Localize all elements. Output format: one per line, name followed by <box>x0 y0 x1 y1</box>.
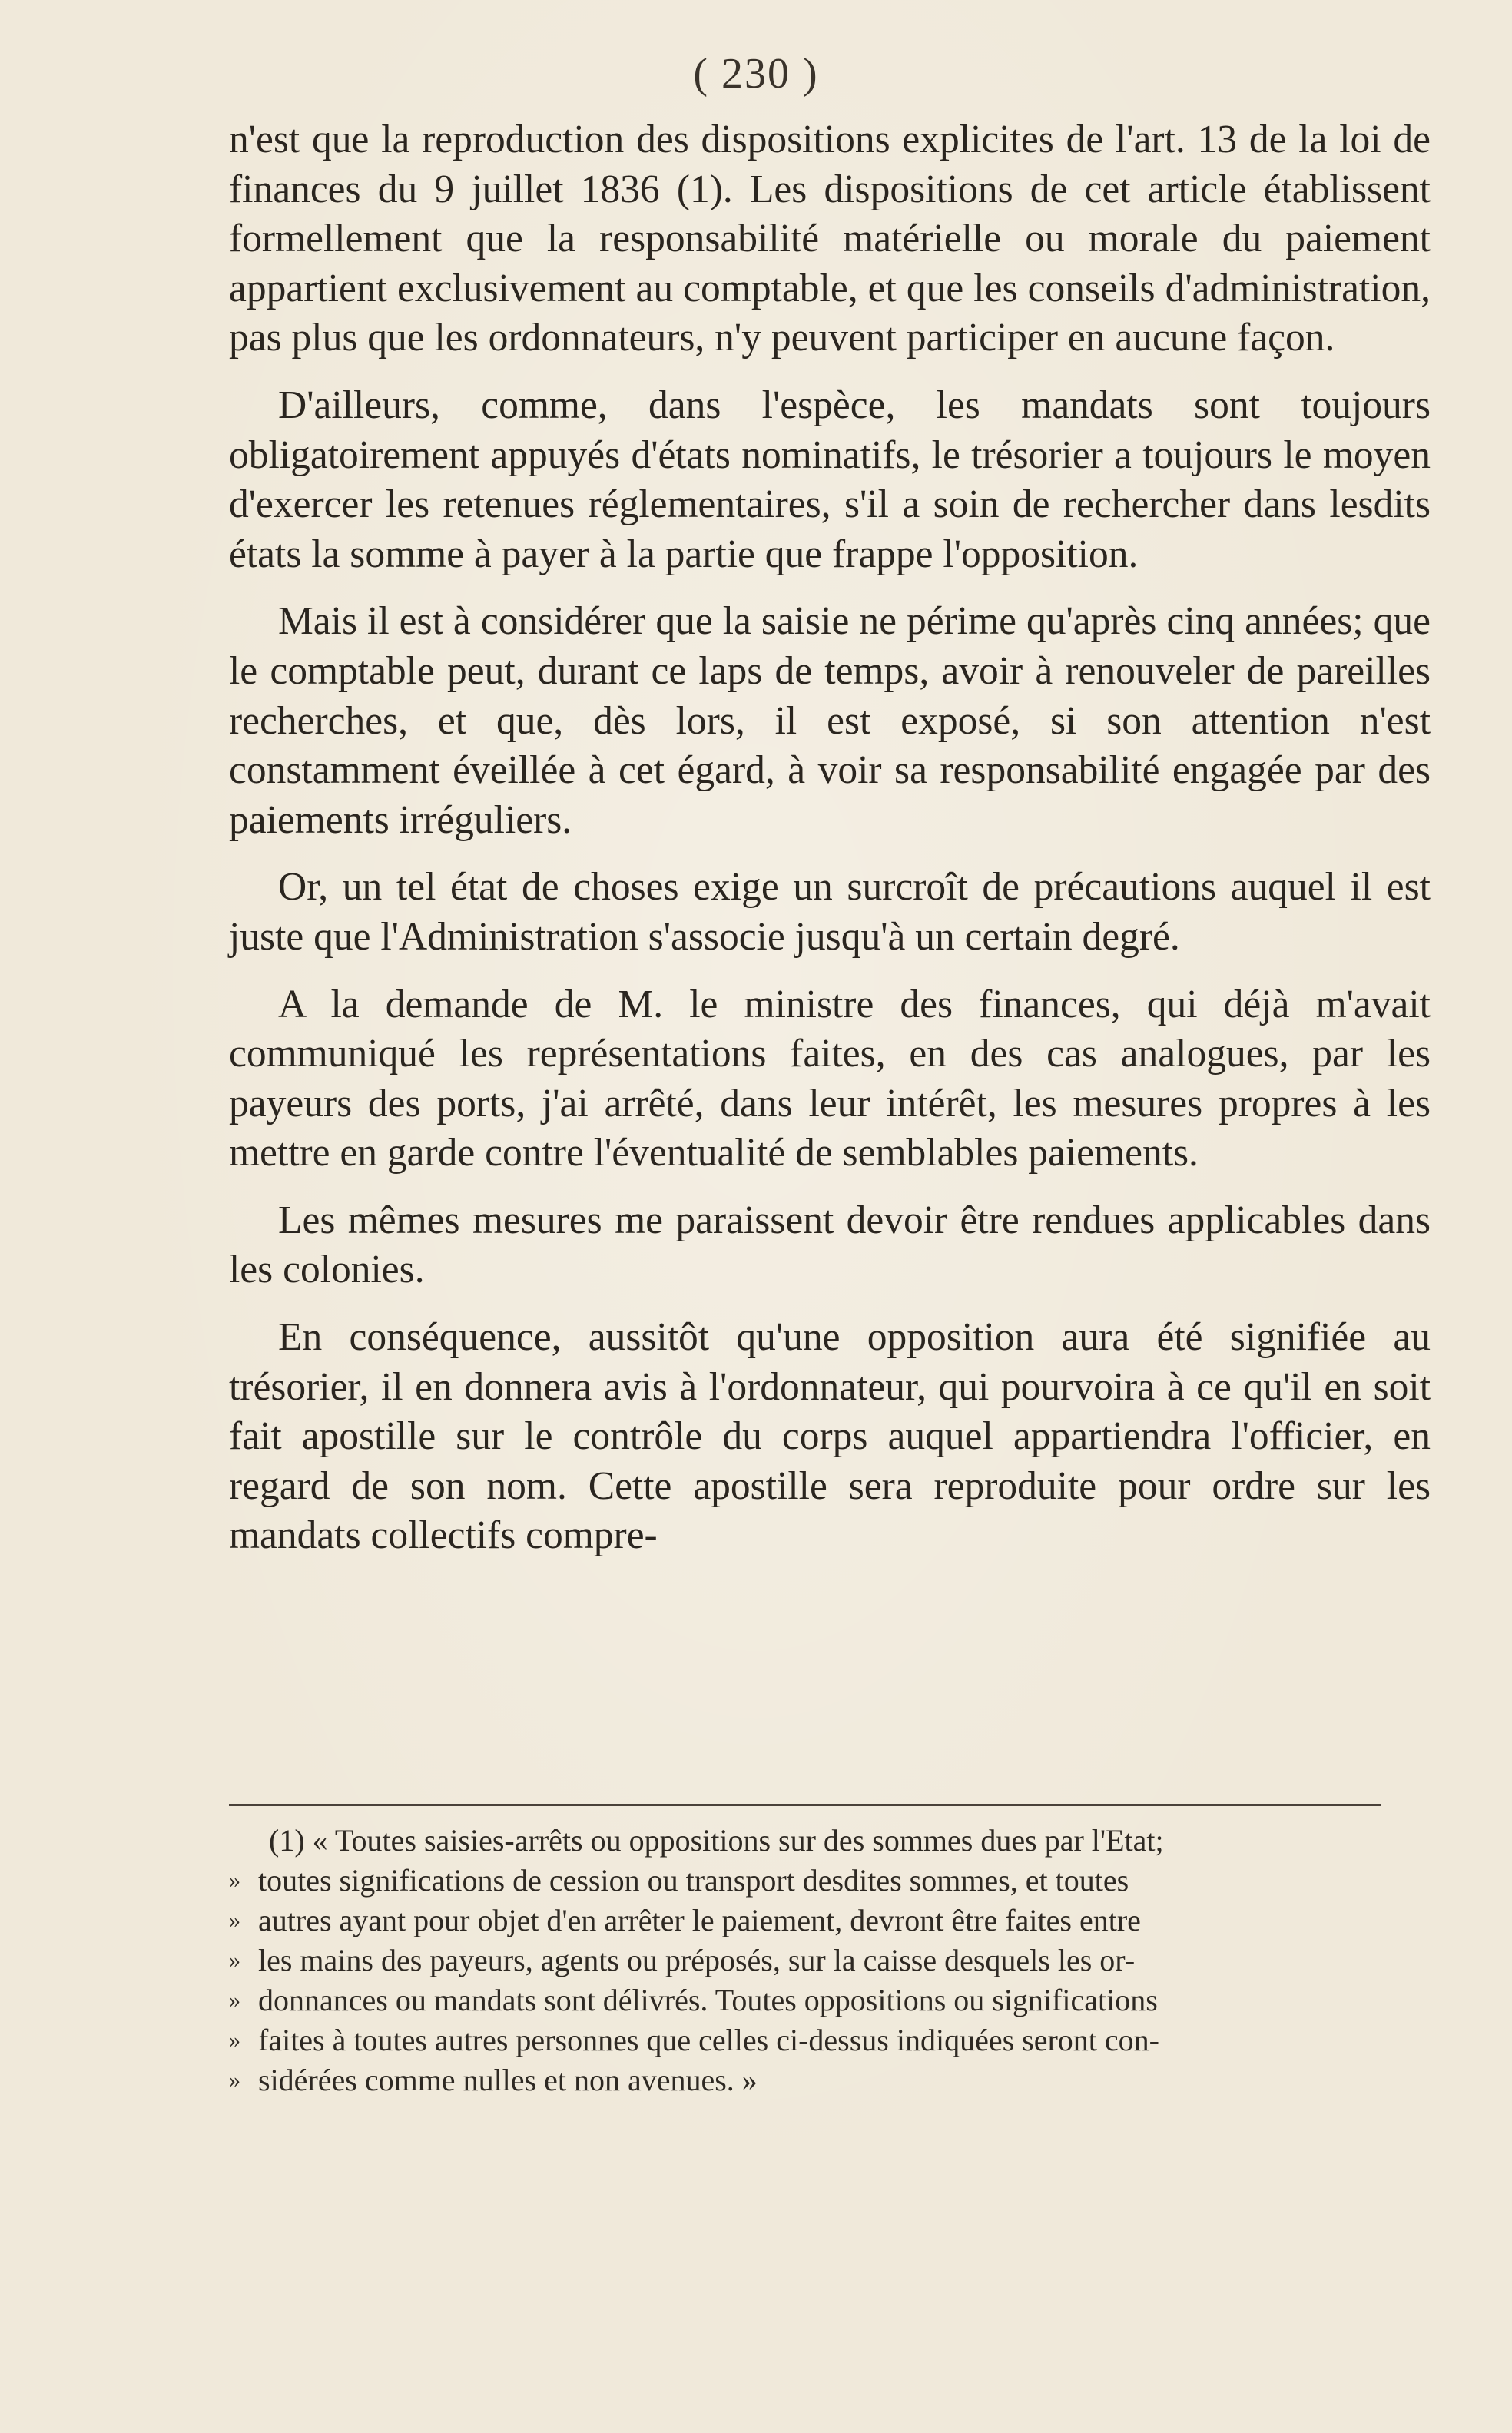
quote-mark: » <box>229 2027 240 2053</box>
quote-mark: » <box>229 1868 240 1893</box>
paragraph: Or, un tel état de choses exige un surcroît de précautions auquel il est juste que l'Administration s'associe jusqu'à un certain degré. <box>229 865 1431 959</box>
quote-mark: » <box>229 1908 240 1933</box>
paragraph: Mais il est à considérer que la saisie ne périme qu'après cinq années; que le comptable peut, durant ce laps de temps, avoir à renouveler de pareilles recherches, et que, dès lors, il est exposé, si son attention n'est constamment éveillée à cet égard, à voir sa responsabilité engagée par des paiements irréguliers. <box>229 599 1431 842</box>
paragraph: A la demande de M. le ministre des finances, qui déjà m'avait communiqué les représentations faites, en des cas analogues, par les payeurs des ports, j'ai arrêté, dans leur intérêt, les mesures propres à les mettre en garde contre l'éventualité de semblables paiements. <box>229 982 1431 1175</box>
page-number: ( 230 ) <box>693 50 819 98</box>
footnote-line: » sidérées comme nulles et non avenues. » <box>229 2060 1431 2100</box>
quote-mark: » <box>229 1987 240 2013</box>
quote-mark: » <box>229 2067 240 2093</box>
footnote-line: » faites à toutes autres personnes que celles ci-dessus indiquées seront con- <box>229 2020 1431 2060</box>
footnote-line: » les mains des payeurs, agents ou préposés, sur la caisse desquels les or- <box>229 1941 1431 1981</box>
footnote-line: » toutes significations de cession ou transport desdites sommes, et toutes <box>229 1861 1431 1901</box>
footnote-separator <box>229 1804 1381 1806</box>
quote-mark: » <box>229 1947 240 1973</box>
paragraph: En conséquence, aussitôt qu'une opposition aura été signifiée au trésorier, il en donnera avis à l'ordonnateur, qui pourvoira à ce qu'il en soit fait apostille sur le contrôle du corps auquel appartiendra l'officier, en regard de son nom. Cette apostille sera reproduite pour ordre sur les mandats collectifs compre- <box>229 1315 1431 1558</box>
footnote-line: (1) « Toutes saisies-arrêts ou oppositions sur des sommes dues par l'Etat; <box>269 1823 1164 1858</box>
main-text <box>229 115 1431 1579</box>
footnote <box>229 1821 1431 2100</box>
footnote-line: » donnances ou mandats sont délivrés. Toutes oppositions ou significations <box>229 1981 1431 2020</box>
paragraph: Les mêmes mesures me paraissent devoir être rendues applicables dans les colonies. <box>229 1198 1431 1292</box>
paragraph: D'ailleurs, comme, dans l'espèce, les mandats sont toujours obligatoirement appuyés d'états nominatifs, le trésorier a toujours le moyen d'exercer les retenues réglementaires, s'il a soin de rechercher dans lesdits états la somme à payer à la partie que frappe l'opposition. <box>229 383 1431 576</box>
footnote-line: » autres ayant pour objet d'en arrêter le paiement, devront être faites entre <box>229 1901 1431 1941</box>
paragraph: n'est que la reproduction des dispositions explicites de l'art. 13 de la loi de finances du 9 juillet 1836 (1). Les dispositions de cet article établissent formellement que la responsabilité matérielle ou morale du paiement appartient exclusivement au comptable, et que les conseils d'administration, pas plus que les ordonnateurs, n'y peuvent participer en aucune façon. <box>229 118 1431 360</box>
